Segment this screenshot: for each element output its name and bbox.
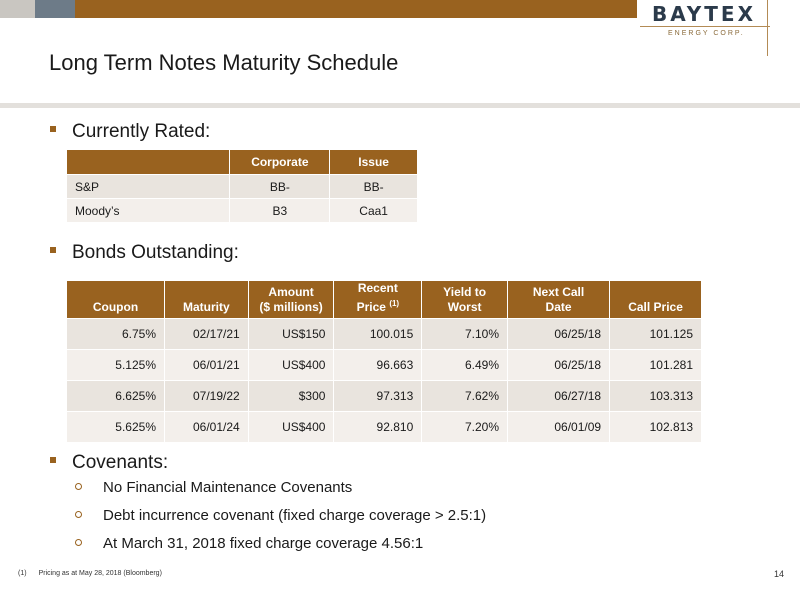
table-header-row (67, 281, 702, 319)
table-row (67, 381, 702, 412)
table-cell: 5.125% (67, 350, 165, 381)
square-bullet-icon (50, 457, 56, 463)
column-header: Issue (330, 150, 418, 175)
circle-bullet-icon (75, 483, 82, 490)
table-cell: 06/25/18 (508, 319, 610, 350)
section-bonds-outstanding (50, 242, 239, 264)
ratings-table (66, 149, 418, 223)
column-header-yield (422, 281, 508, 319)
square-bullet-icon (50, 126, 56, 132)
table-cell: 101.281 (610, 350, 702, 381)
column-header-amount (248, 281, 334, 319)
table-cell: 06/27/18 (508, 381, 610, 412)
footnote-text: Pricing as at May 28, 2018 (Bloomberg) (38, 570, 162, 577)
header-band-gray (0, 0, 35, 18)
baytex-logo (640, 0, 780, 48)
table-row (67, 350, 702, 381)
header-line: Recent (357, 281, 398, 295)
table-cell: B3 (230, 199, 330, 223)
circle-bullet-icon (75, 539, 82, 546)
logo-divider-vertical (767, 0, 768, 56)
section-label: Bonds Outstanding: (72, 242, 239, 263)
square-bullet-icon (50, 247, 56, 253)
logo-divider-horizontal (640, 26, 770, 27)
table-cell: 103.313 (610, 381, 702, 412)
table-cell: 7.62% (422, 381, 508, 412)
header-line: Worst (447, 300, 482, 314)
table-cell: US$400 (248, 350, 334, 381)
table-cell: 92.810 (334, 412, 422, 443)
table-cell: US$150 (248, 319, 334, 350)
header-line: Price (356, 300, 386, 314)
column-header-coupon: Coupon (67, 281, 165, 319)
header-line: ($ millions) (259, 300, 323, 314)
table-cell: 96.663 (334, 350, 422, 381)
bonds-table (66, 280, 702, 443)
header-line: Date (545, 300, 572, 314)
footnote-marker: (1) (389, 299, 400, 308)
column-header: Corporate (230, 150, 330, 175)
section-currently-rated (50, 121, 210, 143)
list-item-text: At March 31, 2018 fixed charge coverage 4.56:1 (103, 535, 424, 552)
logo-subtitle: ENERGY CORP. (668, 30, 745, 37)
header-band-slate (35, 0, 75, 18)
table-cell: Moody’s (67, 199, 230, 223)
header-line: Amount (268, 285, 314, 299)
table-row (67, 319, 702, 350)
table-cell: 6.49% (422, 350, 508, 381)
table-cell: 100.015 (334, 319, 422, 350)
page-number: 14 (774, 569, 785, 579)
column-header-next-call (508, 281, 610, 319)
table-cell: 02/17/21 (165, 319, 249, 350)
header-band-brown (75, 0, 637, 18)
list-item-text: No Financial Maintenance Covenants (103, 479, 353, 496)
table-cell: $300 (248, 381, 334, 412)
page-title: Long Term Notes Maturity Schedule (49, 50, 399, 75)
column-header (67, 150, 230, 175)
table-cell: 6.75% (67, 319, 165, 350)
table-cell: US$400 (248, 412, 334, 443)
table-cell: 101.125 (610, 319, 702, 350)
table-cell: Caa1 (330, 199, 418, 223)
header-line: Next Call (532, 285, 585, 299)
circle-bullet-icon (75, 511, 82, 518)
table-cell: 06/01/09 (508, 412, 610, 443)
list-item-text: Debt incurrence covenant (fixed charge coverage > 2.5:1) (103, 507, 487, 524)
table-cell: 07/19/22 (165, 381, 249, 412)
table-cell: BB- (230, 175, 330, 199)
footnote-number: (1) (18, 570, 27, 577)
table-row (67, 175, 418, 199)
table-header-row (67, 150, 418, 175)
column-header-price (334, 281, 422, 319)
table-cell: 5.625% (67, 412, 165, 443)
table-cell: 97.313 (334, 381, 422, 412)
section-label: Currently Rated: (72, 121, 211, 142)
table-cell: S&P (67, 175, 230, 199)
column-header-maturity: Maturity (165, 281, 249, 319)
table-cell: BB- (330, 175, 418, 199)
table-cell: 6.625% (67, 381, 165, 412)
section-label: Covenants: (72, 452, 169, 473)
table-cell: 06/01/24 (165, 412, 249, 443)
column-header-call-price: Call Price (610, 281, 702, 319)
table-row (67, 199, 418, 223)
table-cell: 7.20% (422, 412, 508, 443)
footnote (18, 570, 162, 577)
table-cell: 7.10% (422, 319, 508, 350)
title-divider (0, 103, 800, 108)
logo-wordmark: BAYTEX (652, 2, 757, 26)
table-cell: 102.813 (610, 412, 702, 443)
table-row (67, 412, 702, 443)
header-line: Yield to (443, 285, 487, 299)
table-cell: 06/25/18 (508, 350, 610, 381)
section-covenants (50, 452, 168, 474)
table-cell: 06/01/21 (165, 350, 249, 381)
